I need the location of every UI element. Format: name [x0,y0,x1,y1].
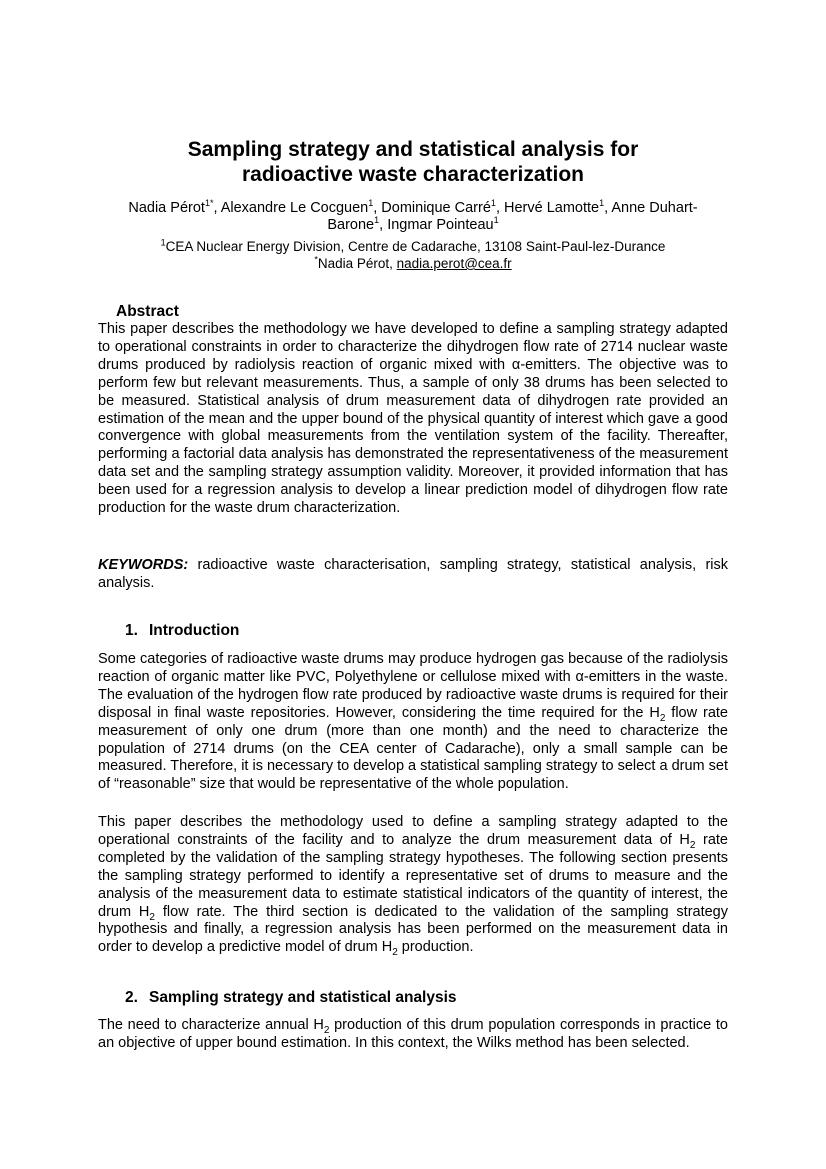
author-affil-mark: 1 [368,198,374,209]
author-list [98,200,728,234]
subscript: 2 [149,911,155,923]
abstract-text [98,321,728,518]
intro-paragraph-1 [98,651,728,794]
author-affil-mark: 1 [493,215,499,226]
email-link[interactable]: nadia.perot@cea.fr [396,256,512,271]
keywords-label: KEYWORDS: [98,557,189,573]
abstract-heading: Abstract [116,303,179,320]
corresponding-mark: * [314,254,318,265]
alpha-symbol: α [511,356,521,373]
keywords [98,557,728,593]
affiliation-mark: 1 [160,237,166,248]
title-line-1: Sampling strategy and statistical analysis for [187,138,639,161]
affiliation-text: CEA Nuclear Energy Division, Centre de Cadarache, 13108 Saint-Paul-lez-Durance [165,239,666,254]
text-run: -emitters in the waste. The evaluation of the hydrogen flow rate produced by radioactive waste drums is required for their disposal in final waste repositories. However, considering the time required for the H [98,668,728,721]
author-affil-mark: 1 [374,215,380,226]
author-name: Barone [327,217,375,233]
author-name: , Dominique Carré [373,200,491,216]
subscript: 2 [689,839,696,851]
text-run: flow rate. The third section is dedicated to the validation of the sampling strategy hypothesis and finally, a regression analysis has been performed on the measurement data in order to develop a predictive model of drum H [98,903,728,956]
keywords-text: radioactive waste characterisation, sampling strategy, statistical analysis, risk analysis. [98,557,728,591]
author-name: , Ingmar Pointeau [379,217,494,233]
section-number: 1. [125,622,138,639]
affiliation-block [98,238,728,272]
section-title: Sampling strategy and statistical analysis [149,989,457,1006]
text-run: Some categories of radioactive waste drums may produce hydrogen gas because of the radiolysis reaction of organic matter like PVC, Polyethylene or cellulose mixed with [98,651,728,685]
text-run: This paper describes the methodology used to define a sampling strategy adapted to the operational constraints of the facility and to analyze the drum measurement data of H [98,814,728,848]
section-title: Introduction [149,622,240,639]
section-2-paragraph-1 [98,1017,728,1053]
text-run: production of this drum population corresponds in practice to an objective of upper bound estimation. In this context, the Wilks method has been selected. [98,1017,728,1051]
author-name: , Anne Duhart- [604,200,698,216]
author-affil-mark: 1 [490,198,496,209]
text-run: The need to characterize annual H [98,1017,324,1033]
section-number: 2. [125,989,138,1006]
alpha-symbol: α [575,668,584,685]
subscript: 2 [659,712,666,724]
title-line-2: radioactive waste characterization [242,163,584,186]
text-run: rate completed by the validation of the sampling strategy hypotheses. The following section presents the sampling strategy performed to identify a representative set of drums to measure and the analysis of the measurement data to estimate statistical indicators of the quantity of interest, the drum H [98,831,728,920]
author-affil-mark: 1 [599,198,605,209]
paper-title [98,137,728,187]
text-run: production. [397,939,474,956]
subscript: 2 [323,1024,330,1036]
section-1-heading [125,622,239,640]
text-run: flow rate measurement of only one drum (more than one month) and the need to characterize the population of 2714 drums (on the CEA center of Cadarache), only a small sample can be measured. Therefore, it is necessary to develop a statistical sampling strategy to select a drum set of “reasonable” size that would be representative of the whole population. [98,704,728,793]
intro-paragraph-2 [98,814,728,957]
author-name: , Hervé Lamotte [495,200,600,216]
corresponding-author: Nadia Pérot, [317,256,397,271]
abstract-text-part: -emitters. The objective was to perform few but relevant measurements. Thus, a sample of only 38 drums has been selected to be measured. Statistical analysis of drum measurement data of dihydrogen rate provided an estimation of the mean and the upper bound of the physical quantity of interest which gave a good convergence with global measurements from the ventilation system of the facility. Thereafter, performing a factorial data analysis has demonstrated the representativeness of the measurement data set and the sampling strategy assumption validity. Moreover, it provided information that has been used for a regression analysis to develop a linear prediction model of dihydrogen flow rate production for the waste drum characterization. [98,356,728,517]
author-name: , Alexandre Le Cocguen [213,200,369,216]
author-name: Nadia Pérot [128,200,205,216]
subscript: 2 [392,947,398,959]
abstract-text-part: This paper describes the methodology we have developed to define a sampling strategy adapted to operational constraints in order to characterize the dihydrogen flow rate of 2714 nuclear waste drums produced by radiolysis reaction of organic mixed with [98,321,728,373]
author-affil-mark: 1* [204,198,214,209]
section-2-heading [125,989,457,1007]
